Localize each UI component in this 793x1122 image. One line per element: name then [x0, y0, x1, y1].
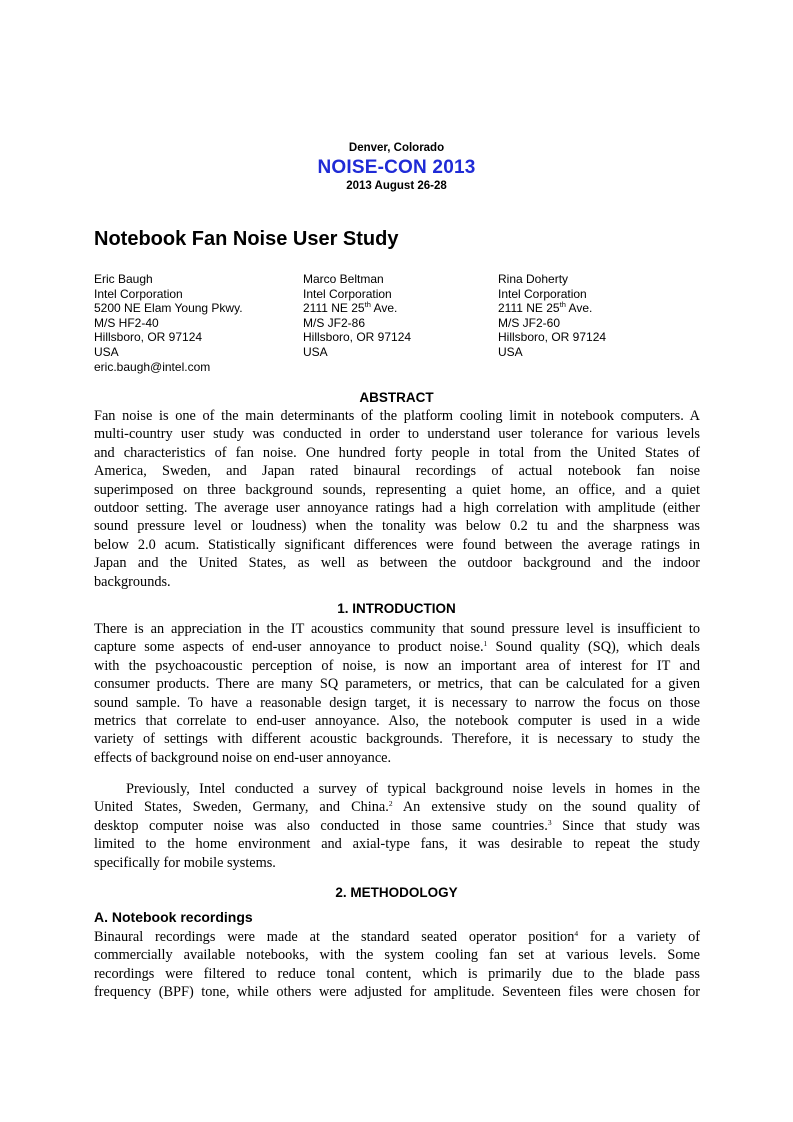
- author-org: Intel Corporation: [498, 286, 587, 301]
- introduction-heading: 1. INTRODUCTION: [337, 601, 456, 616]
- author-org: Intel Corporation: [94, 286, 183, 301]
- paragraph-line: There is an appreciation in the IT acoustics community that sound pressure level is insufficient to: [94, 621, 700, 637]
- abstract-line: America, Sweden, and Japan rated binaural recordings of actual notebook fan noise: [94, 463, 700, 480]
- methodology-heading: 2. METHODOLOGY: [335, 885, 458, 900]
- abstract-line: and characteristics of fan noise. One hundred forty people in total from the United States of: [94, 444, 700, 461]
- paragraph-line: effects of background noise on end-user annoyance.: [94, 749, 392, 766]
- abstract-line: multi-country user study was conducted in order to understand user tolerance for various levels: [94, 426, 700, 443]
- paragraph-line: sound sample. To have a reasonable design target, it is necessary to narrow the focus on those: [94, 694, 700, 711]
- abstract-line: below 2.0 acum. Statistically significant differences were found between the average ratings in: [94, 536, 700, 553]
- conference-city: Denver, Colorado: [348, 142, 445, 154]
- author-org: Intel Corporation: [303, 286, 392, 301]
- abstract-line: Fan noise is one of the main determinants of the platform cooling limit in notebook computers. A: [94, 408, 700, 424]
- notebook-recordings-subheading: A. Notebook recordings: [94, 909, 253, 925]
- methodology-paragraph-1: [94, 928, 700, 1002]
- footnote-ref: 1: [483, 639, 488, 649]
- footnote-ref: 2: [388, 799, 393, 809]
- paragraph-line: Previously, Intel conducted a survey of typical background noise levels in homes in the: [126, 781, 700, 797]
- author-country: USA: [303, 344, 328, 359]
- author-block-1: [94, 272, 243, 374]
- paragraph-line: capture some aspects of end-user annoyance to product noise.$^1$ Sound quality (SQ), which deals: [94, 639, 700, 656]
- abstract-line: backgrounds.: [94, 573, 171, 590]
- author-address-line2: M/S JF2-60: [498, 315, 561, 330]
- author-address-line2: M/S JF2-86: [303, 315, 366, 330]
- abstract-line: sound pressure level or loudness) when the tonality was below 0.2 tu and the sharpness was: [94, 518, 700, 535]
- paragraph-line: frequency (BPF) tone, while others were adjusted for amplitude. Seventeen files were chosen for: [94, 984, 700, 1001]
- paragraph-line: commercially available notebooks, with the system cooling fan set at various levels. Some: [94, 947, 700, 964]
- author-country: USA: [94, 344, 119, 359]
- author-address-line1: 5200 NE Elam Young Pkwy.: [94, 301, 243, 316]
- abstract-line: Japan and the United States, as well as between the outdoor background and the indoor: [94, 555, 700, 572]
- author-city: Hillsboro, OR 97124: [94, 330, 203, 345]
- author-name: Eric Baugh: [94, 272, 153, 286]
- author-block-3: [498, 272, 606, 360]
- conference-dates: 2013 August 26-28: [346, 180, 447, 192]
- author-name: Marco Beltman: [303, 272, 384, 286]
- abstract-line: superimposed on three background sounds, representing a quiet home, an office, and a quiet: [94, 481, 700, 498]
- paragraph-line: limited to the home environment and axial-type fans, it was desirable to repeat the study: [94, 836, 700, 853]
- footnote-ref: 3: [547, 817, 552, 827]
- paragraph-line: consumer products. There are many SQ parameters, or metrics, that can be calculated for a given: [94, 676, 700, 693]
- paragraph-line: recordings were filtered to reduce tonal content, which is primarily due to the blade pass: [94, 965, 700, 982]
- author-block-2: [303, 272, 411, 360]
- paragraph-line: Binaural recordings were made at the standard seated operator position$^4$ for a variety of: [94, 929, 700, 945]
- conference-name: NOISE-CON 2013: [317, 157, 476, 178]
- paragraph-line: metrics that correlate to end-user annoyance. Also, the notebook computer is used in a wide: [94, 712, 700, 729]
- abstract-line: outdoor setting. The average user annoyance ratings had a high correlation with amplitude (either: [94, 499, 700, 516]
- author-name: Rina Doherty: [498, 272, 569, 286]
- author-city: Hillsboro, OR 97124: [498, 330, 607, 345]
- paragraph-line: variety of settings with different acoustic backgrounds. Therefore, it is necessary to study the: [94, 731, 700, 748]
- paragraph-line: United States, Sweden, Germany, and China.$^2$ An extensive study on the sound quality of: [94, 799, 700, 816]
- paragraph-line: specifically for mobile systems.: [94, 854, 276, 871]
- paper-title: Notebook Fan Noise User Study: [94, 228, 399, 250]
- author-country: USA: [498, 344, 523, 359]
- footnote-ref: 4: [574, 929, 579, 938]
- introduction-paragraph-1: [94, 620, 700, 767]
- paragraph-line: with the psychoacoustic perception of noise, is now an important area of interest for IT and: [94, 657, 700, 674]
- introduction-paragraph-2: [94, 780, 700, 872]
- author-address-line1: 2111 NE 25th Ave.: [498, 300, 593, 316]
- paragraph-line: desktop computer noise was also conducted in those same countries.$^3$ Since that study was: [94, 817, 700, 834]
- abstract-heading: ABSTRACT: [359, 390, 434, 405]
- author-email[interactable]: eric.baugh@intel.com: [94, 359, 211, 374]
- author-city: Hillsboro, OR 97124: [303, 330, 412, 345]
- author-address-line1: 2111 NE 25th Ave.: [303, 300, 398, 316]
- author-address-line2: M/S HF2-40: [94, 315, 159, 330]
- abstract-paragraph: [94, 407, 700, 591]
